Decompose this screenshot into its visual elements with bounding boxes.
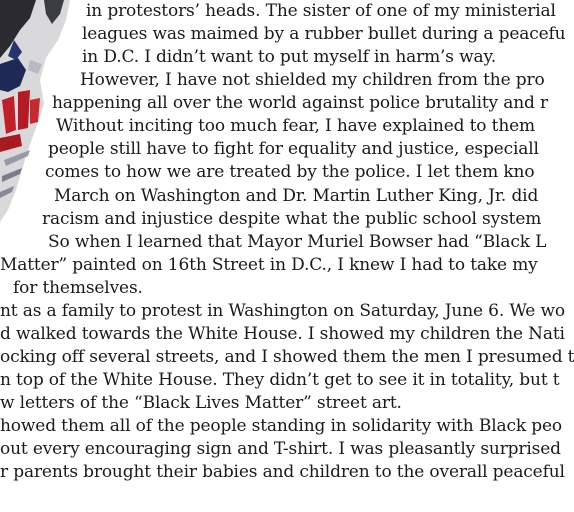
text-line: happening all over the world against police brutality and r: [52, 93, 549, 113]
text-line: Matter” painted on 16th Street in D.C., I knew I had to take my: [0, 255, 538, 275]
text-line: However, I have not shielded my children from the pro: [80, 70, 545, 90]
text-line: howed them all of the people standing in solidarity with Black peo: [0, 416, 562, 436]
text-line: comes to how we are treated by the police. I let them kno: [45, 162, 535, 182]
text-line: So when I learned that Mayor Muriel Bowser had “Black L: [48, 232, 547, 252]
text-line: people still have to fight for equality and justice, especiall: [48, 139, 539, 159]
text-line: Without inciting too much fear, I have explained to them: [56, 116, 535, 136]
text-line: in protestors’ heads. The sister of one of my ministerial: [86, 1, 556, 21]
text-line: March on Washington and Dr. Martin Luther King, Jr. did: [54, 186, 539, 206]
text-line: w letters of the “Black Lives Matter” street art.: [0, 393, 402, 413]
text-line: nt as a family to protest in Washington on Saturday, June 6. We wo: [0, 301, 565, 321]
text-line: for themselves.: [13, 278, 143, 298]
text-line: n top of the White House. They didn’t get to see it in totality, but t: [0, 370, 560, 390]
text-line: leagues was maimed by a rubber bullet during a peacefu: [82, 24, 566, 44]
text-line: d walked towards the White House. I showed my children the Nati: [0, 324, 565, 344]
text-line: out every encouraging sign and T-shirt. I was pleasantly surprised: [0, 439, 561, 459]
text-line: in D.C. I didn’t want to put myself in harm’s way.: [82, 47, 496, 67]
text-line: ocking off several streets, and I showed them the men I presumed t: [0, 347, 574, 367]
text-line: racism and injustice despite what the public school system: [42, 209, 542, 229]
text-line: r parents brought their babies and children to the overall peaceful: [0, 462, 565, 482]
